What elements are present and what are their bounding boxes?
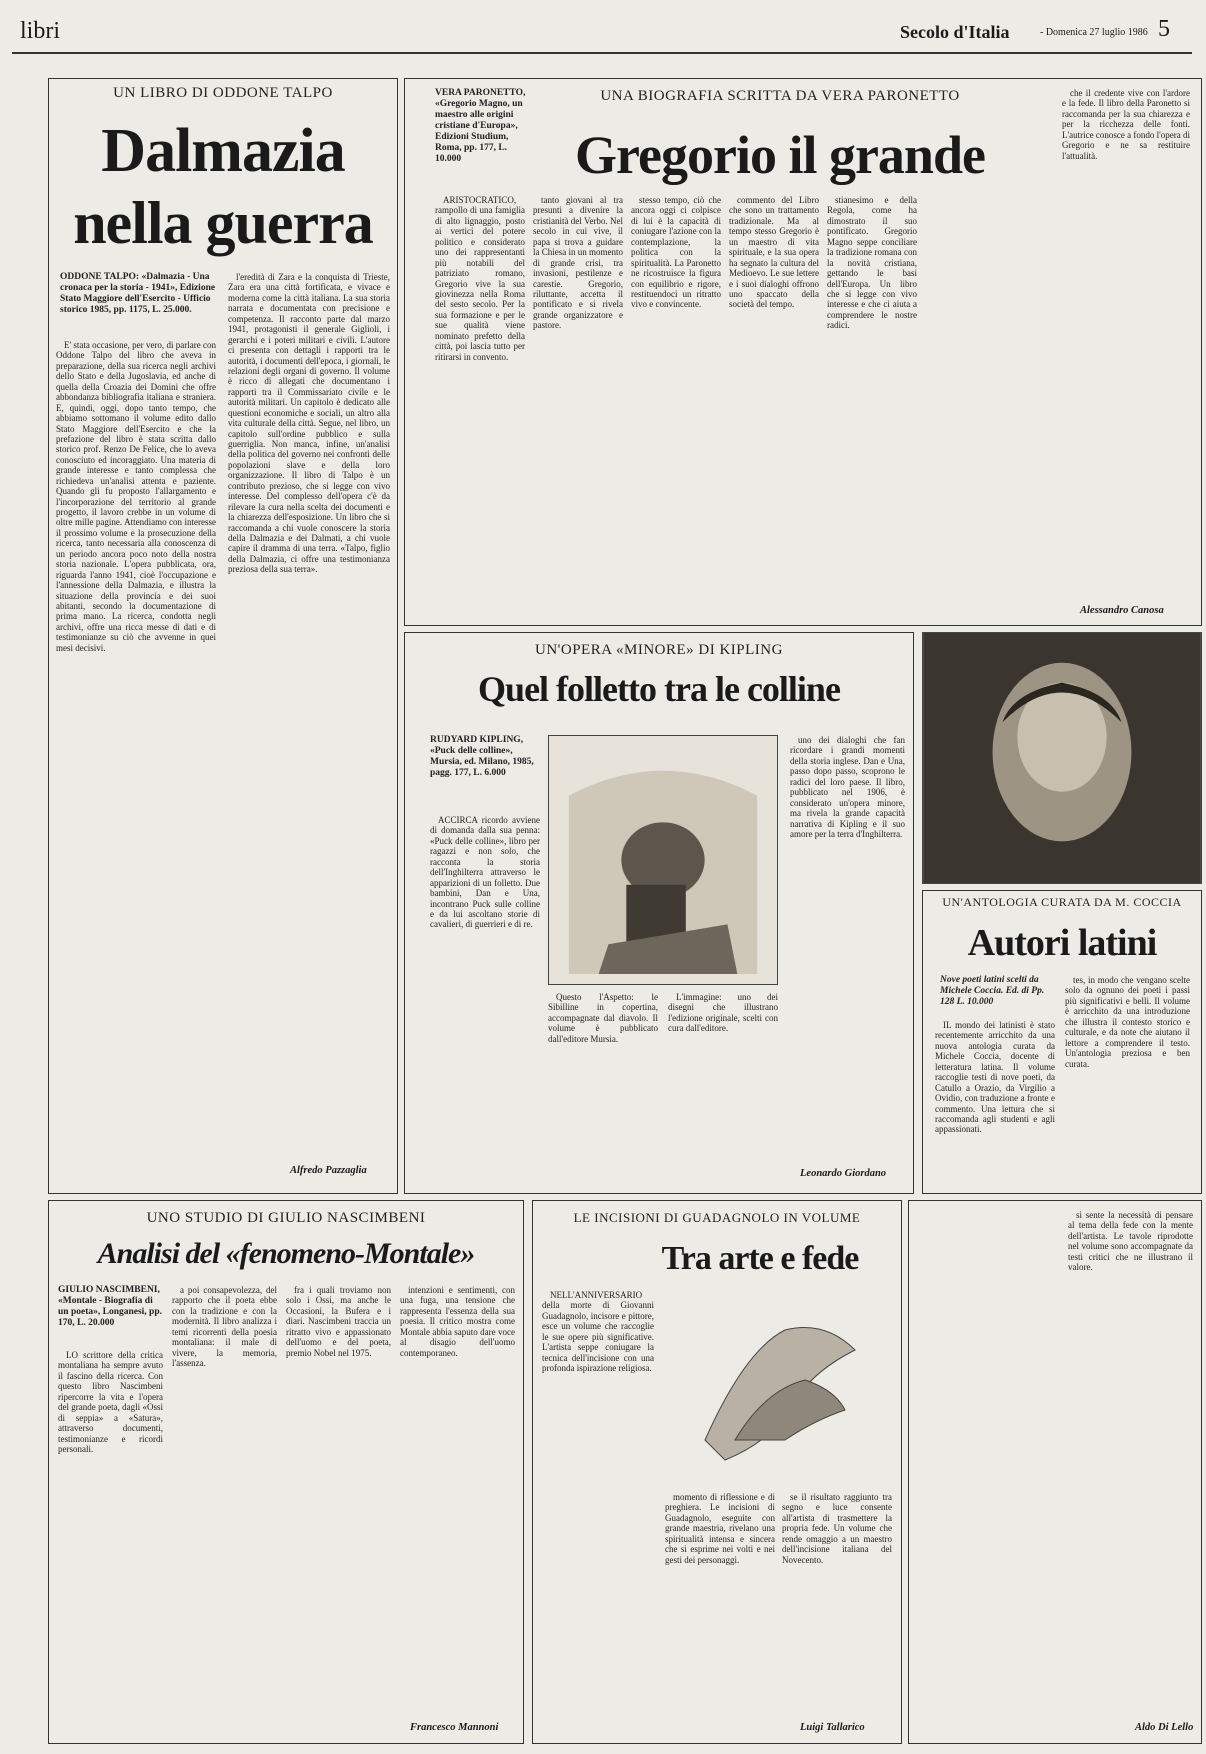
autori-col2-text: tes, in modo che vengano scelte solo da ognuno dei poeti i passi più significativi e belli. Il volume è arricchito da una introduzione che illustra il contesto storico e culturale, e da note che aiutano il lettore a comprendere il testo. Un'antologia preziosa e ben curata.: [1065, 975, 1190, 1069]
autori-caption: [940, 975, 1060, 1015]
gregorio-kicker: UNA BIOGRAFIA SCRITTA DA VERA PARONETTO: [600, 88, 960, 104]
dalmazia-title-line2: nella guerra: [73, 190, 373, 256]
right-column-text-body: si sente la necessità di pensare al tema della fede con la mente dell'artista. Le tavole riprodotte nel volume sono accompagnate da testi critici che ne illustrano il valore.: [1068, 1210, 1193, 1273]
guadagnolo-kicker: LE INCISIONI DI GUADAGNOLO IN VOLUME: [573, 1210, 861, 1225]
dalmazia-caption-text: ODDONE TALPO: «Dalmazia - Una cronaca per la storia - 1941», Edizione Stato Maggiore dell'Esercito - Ufficio storico 1985, pp. 1175, L. 25.000.: [60, 272, 216, 315]
guadagnolo-column-1: [542, 1290, 654, 1730]
dalmazia-column-1: [56, 340, 216, 1180]
gregorio-column-4: [729, 195, 819, 615]
guadagnolo-column-2: [665, 1492, 775, 1732]
guadagnolo-col1-text: NELL'ANNIVERSARIO della morte di Giovanni Guadagnolo, incisore e pittore, esce un volume che raccoglie le sue opere più significative. L'artista seppe coniugare la tecnica dell'incisione con una profonda ispirazione religiosa.: [542, 1290, 654, 1374]
montale-column-2: [172, 1285, 277, 1735]
dalmazia-col2-text: l'eredità di Zara e la conquista di Trieste, Zara era una città fortificata, e vivace e moderna come la città italiana. La sua storia narrata e documentata con precisione e competenza. Il racconto parte dal marzo 1941, protagonisti il generale Giglioli, i gerarchi e i poteri militari e civili. L'autore ci presenta con dettagli i rapporti tra le autorità, i documenti dell'epoca, i giornali, le relazioni degli organi di governo. Il volume è ricco di allegati che documentano i rapporti tra il Commissariato civile e le autorità militari. Un capitolo è dedicato alle questioni economiche e sociali, un altro alla vita culturale della città. Segue, nel libro, un capitolo sull'ordine pubblico e sulla guerriglia. Non manca, infine, un'analisi della politica del governo nei confronti delle popolazioni slave e della loro organizzazione. Il libro di Talpo è un contributo prezioso, che si legge con vivo interesse. Del complesso dell'opera c'è da rilevare la cura nella scelta dei documenti e la chiarezza dell'esposizione. Un libro che si raccomanda a chi vuole conoscere la storia della Dalmazia e dei Dalmati, a chi vuole capire il dramma di una terra. «Talpo, figlio della Dalmazia, ci offre una testimonianza preziosa della sua terra».: [228, 272, 390, 575]
portrait-fresco: [923, 633, 1201, 883]
kipling-caption-text: RUDYARD KIPLING, «Puck delle colline», Mursia, ed. Milano, 1985, pagg. 177, L. 6.000: [430, 735, 534, 778]
gregorio-column-3: [631, 195, 721, 615]
kipling-col1-text: ACCIRCA ricordo avviene di domanda dalla sua penna: «Puck delle colline», libro per ragazzi e non solo, che racconta la storia dell'Inghilterra attraverso le apparizioni di un folletto. Due bambini, Dan e Una, incontrano Puck sulle colline e da lui ascoltano storie di cavalieri, di guerrieri e di re.: [430, 815, 540, 930]
autori-col1-text: IL mondo dei latinisti è stato recentemente arricchito da una nuova antologia curata da Michele Coccia, docente di letteratura latina. Il volume raccoglie testi di nove poeti, da Catullo a Orazio, da Virgilio a Ovidio, con traduzione a fronte e commento. Una lettura che si raccomanda agli studenti e agli appassionati.: [935, 1020, 1055, 1135]
gregorio-title: Gregorio il grande: [575, 125, 985, 185]
right-column-author: Aldo Di Lello: [1135, 1722, 1194, 1733]
page-number: 5: [1158, 16, 1170, 42]
dalmazia-title-line1: Dalmazia: [101, 117, 345, 185]
montale-col1-text: LO scrittore della critica montaliana ha sempre avuto il fascino della ricerca. Con questo libro Nascimbeni ripercorre la vita e l'opera del grande poeta, dagli «Ossi di seppia» a «Satura», attraverso documenti, testimonianze e ricordi personali.: [58, 1350, 163, 1454]
autori-caption-text: Nove poeti latini scelti da Michele Coccia. Ed. di Pp. 128 L. 10.000: [940, 975, 1045, 1007]
guadagnolo-title: Tra arte e fede: [661, 1240, 859, 1277]
gregorio-caption: [435, 88, 530, 183]
header-rule: [12, 52, 1192, 54]
right-column-text: [1068, 1210, 1193, 1715]
montale-caption-text: GIULIO NASCIMBENI, «Montale - Biografia di un poeta», Longanesi, pp. 170, L. 20.000: [58, 1285, 163, 1328]
kipling-engraving: [549, 736, 777, 984]
dalmazia-kicker: UN LIBRO DI ODDONE TALPO: [113, 85, 333, 101]
autori-column-2: [1065, 975, 1190, 1185]
gregorio-column-6: [1062, 88, 1190, 593]
praying-hands-engraving: [665, 1290, 890, 1485]
dalmazia-author: Alfredo Pazzaglia: [290, 1165, 367, 1176]
gregorio-col4-text: commento del Libro che sono un trattamento tradizionale. Ma al tempo stesso Gregorio è un maestro di vita spirituale, e la sua opera ha segnato la cultura del Medioevo. Le sue lettere e i suoi dialoghi offrono uno spaccato della società del tempo.: [729, 195, 819, 310]
montale-title: Analisi del «fenomeno-Montale»: [97, 1237, 475, 1270]
guadagnolo-engraving-image: [665, 1290, 890, 1485]
gregorio-col3-text: stesso tempo, ciò che ancora oggi ci colpisce di lui è la capacità di coniugare l'azione con la contemplazione, la politica con la spiritualità. La Paronetto ne ricostruisce la figura con equilibrio e rigore, restituendoci un ritratto vivo e convincente.: [631, 195, 721, 310]
montale-column-3: [286, 1285, 391, 1735]
guadagnolo-col3-text: se il risultato raggiunto tra segno e luce consente all'artista di trasmettere la propria fede. Un volume che rende omaggio a un maestro dell'incisione italiana del Novecento.: [782, 1492, 892, 1565]
guadagnolo-author: Luigi Tallarico: [800, 1722, 865, 1733]
kipling-column-2: [790, 735, 905, 1165]
newspaper-name: Secolo d'Italia: [900, 22, 1010, 42]
dalmazia-col1-text: E' stata occasione, per vero, di parlare con Oddone Talpo del libro che aveva in preparazione, della sua ricerca negli archivi dello Stato e della Jugoslavia, ed anche di quella della Croazia dei Domini che offre abbondanza bibliografia italiana e straniera. E, quindi, oggi, dopo tanto tempo, che abbiamo sottomano il volume edito dallo Stato Maggiore dell'Esercito e che la prefazione del libro è stata scritta dallo storico prof. Renzo De Felice, che lo aveva conosciuto ed incoraggiato. Una materia di grande interesse e tanto complessa che richiedeva un'analisi attenta e paziente. Quando gli fu proposto l'allargamento e l'incorporazione del territorio al grande progetto, il lavoro crebbe in un volume di oltre mille pagine. Attendiamo con interesse il prossimo volume e la prosecuzione della ricerca, tanto necessaria alla conoscenza di un periodo ancora poco noto della nostra storia nazionale. L'opera pubblicata, ora, riguarda l'anno 1941, cioè l'occupazione e l'annessione della Dalmazia, e illustra la situazione della provincia e dei suoi abitanti, secondo la documentazione di prima mano. La ricerca, condotta negli archivi, offre una ricca messe di dati e di testimonianze su ciò che avvenne in quei mesi decisivi.: [56, 340, 216, 653]
montale-caption: [58, 1285, 163, 1345]
dalmazia-column-2: [228, 272, 390, 1152]
kipling-img-caption-left-text: Questo l'Aspetto: le Sibilline in copertina, accompagnate dal diavolo. Il volume è pubblicato dall'editore Mursia.: [548, 992, 658, 1044]
fresco-portrait-image: [922, 632, 1202, 884]
gregorio-column-5: [827, 195, 917, 615]
autori-kicker: UN'ANTOLOGIA CURATA DA M. COCCIA: [942, 895, 1182, 909]
kipling-title: Quel folletto tra le colline: [478, 669, 840, 709]
kipling-kicker: UN'OPERA «MINORE» DI KIPLING: [535, 642, 783, 658]
kipling-image-caption-right: [668, 992, 778, 1172]
autori-column-1: [935, 1020, 1055, 1185]
guadagnolo-column-3: [782, 1492, 892, 1717]
montale-kicker: UNO STUDIO DI GIULIO NASCIMBENI: [146, 1210, 426, 1226]
montale-author: Francesco Mannoni: [410, 1722, 499, 1733]
gregorio-column-1: [435, 195, 525, 615]
section-label: libri: [20, 18, 60, 44]
autori-title: Autori latini: [967, 922, 1157, 964]
montale-column-4: [400, 1285, 515, 1715]
gregorio-caption-text: VERA PARONETTO, «Gregorio Magno, un maestro alle origini cristiane d'Europa», Edizioni Studium, Roma, pp. 177, L. 10.000: [435, 88, 526, 164]
kipling-caption: [430, 735, 540, 810]
montale-column-1: [58, 1350, 163, 1735]
montale-col2-text: a poi consapevolezza, del rapporto che il poeta ebbe con la tradizione e con la modernità. Il libro analizza i temi ricorrenti della poesia montaliana: il male di vivere, la memoria, l'assenza.: [172, 1285, 277, 1369]
gregorio-col2-text: tanto giovani al tra presunti a divenire la cristianità del Verbo. Nel secolo in cui vive, il papa si trova a guidare la Chiesa in un momento di grande crisi, tra invasioni, pestilenze e carestie. Gregorio, riluttante, accetta il pontificato e si rivela grande organizzatore e pastore.: [533, 195, 623, 331]
kipling-image-caption-left: [548, 992, 658, 1172]
kipling-col2-text: uno dei dialoghi che fan ricordare i grandi momenti della storia inglese. Dan e Una, passo dopo passo, scoprono le radici del loro paese. Il libro, pubblicato nel 1906, è considerato un'opera minore, ma rivela la grande capacità narrativa di Kipling e il suo amore per la terra d'Inghilterra.: [790, 735, 905, 839]
gregorio-column-2: [533, 195, 623, 615]
kipling-img-caption-right-text: L'immagine: uno dei disegni che illustrano l'edizione originale, scelti con cura dall'editore.: [668, 992, 778, 1034]
dalmazia-caption: [60, 272, 220, 332]
gregorio-author: Alessandro Canosa: [1080, 605, 1164, 616]
montale-col4-text: intenzioni e sentimenti, con una fuga, una tensione che rappresenta l'essenza della sua poesia. Il critico mostra come Montale abbia saputo dare voce al disagio dell'uomo contemporaneo.: [400, 1285, 515, 1358]
issue-date: - Domenica 27 luglio 1986: [1040, 27, 1148, 38]
gregorio-col5-text: stianesimo e della Regola, come ha dimostrato il suo pontificato. Gregorio Magno seppe conciliare la tradizione romana con la novità cristiana, gettando le basi dell'Europa. Un libro che si legge con vivo interesse e che ci aiuta a comprendere le nostre radici.: [827, 195, 917, 331]
kipling-column-1: [430, 815, 540, 1185]
gregorio-col6-text: che il credente vive con l'ardore e la fede. Il libro della Paronetto si raccomanda per la sua chiarezza e per la ricchezza delle fonti. L'autrice conosce a fondo l'opera di Gregorio e ne sa restituire l'attualità.: [1062, 88, 1190, 161]
guadagnolo-col2-text: momento di riflessione e di preghiera. Le incisioni di Guadagnolo, eseguite con grande maestria, rivelano una spiritualità intensa e sincera che si esprime nei volti e nei gesti dei personaggi.: [665, 1492, 775, 1565]
kipling-author: Leonardo Giordano: [800, 1168, 887, 1179]
montale-col3-text: fra i quali troviamo non solo i Ossi, ma anche le Occasioni, la Bufera e i diari. Nascimbeni traccia un ritratto vivo e appassionato dell'uomo e del poeta, premio Nobel nel 1975.: [286, 1285, 391, 1358]
gregorio-col1-text: ARISTOCRATICO, rampollo di una famiglia di alto lignaggio, posto ai vertici del potere politico e considerato uno dei rappresentanti più notabili del patriziato romano, Gregorio vive la sua giovinezza nella Roma del sesto secolo. Per la sua formazione e per le sue qualità viene nominato prefetto della città, poi lascia tutto per ritirarsi in convento.: [435, 195, 525, 362]
kipling-illustration: [548, 735, 778, 985]
